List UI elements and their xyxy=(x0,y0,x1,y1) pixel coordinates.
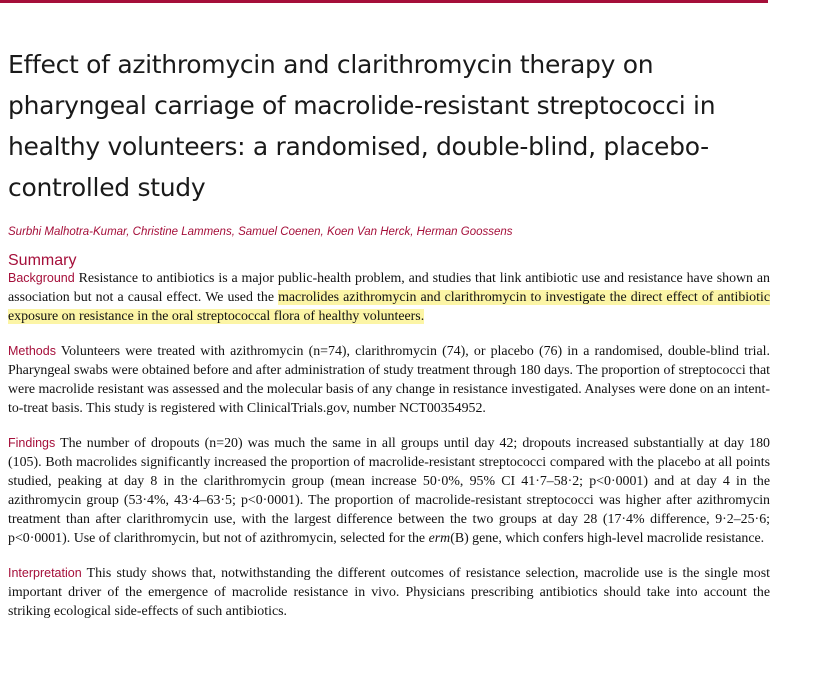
findings-section xyxy=(8,434,770,548)
interpretation-label: Interpretation xyxy=(8,566,82,580)
background-section xyxy=(8,269,770,326)
background-label: Background xyxy=(8,271,75,285)
journal-rule xyxy=(0,0,768,3)
summary-heading: Summary xyxy=(8,252,77,269)
highlighted-text: macrolides azithromycin and clarithromycin to investigate the direct effect of antibiotic exposure on resistance in the oral streptococcal flora of healthy volunteers. xyxy=(8,290,770,324)
findings-text-end: (B) gene, which confers high-level macrolide resistance. xyxy=(450,531,765,546)
author-list[interactable]: Surbhi Malhotra-Kumar, Christine Lammens, Samuel Coenen, Koen Van Herck, Herman Goossens xyxy=(8,226,513,238)
methods-label: Methods xyxy=(8,344,56,358)
article-title: Effect of azithromycin and clarithromycin therapy on pharyngeal carriage of macrolide-resistant streptococci in healthy volunteers: a randomised, double-blind, placebo-controlled study xyxy=(8,50,716,202)
methods-section xyxy=(8,342,770,418)
interpretation-section xyxy=(8,564,770,621)
methods-text: Volunteers were treated with azithromycin (n=74), clarithromycin (74), or placebo (76) in a randomised, double-blind trial. Pharyngeal swabs were obtained before and after administration of study treatment through 180 days. The proportion of streptococci that were macrolide resistant was assessed and the molecular basis of any change in resistance investigated. Analyses were done on an intent-to-treat basis. This study is registered with ClinicalTrials.gov, number NCT00354952. xyxy=(8,344,770,416)
findings-label: Findings xyxy=(8,436,56,450)
interpretation-text: This study shows that, notwithstanding the different outcomes of resistance selection, macrolide use is the single most important driver of the emergence of macrolide resistance in vivo. Physicians prescribing antibiotics should take into account the striking ecological side-effects of such antibiotics. xyxy=(8,566,770,619)
findings-text: The number of dropouts (n=20) was much the same in all groups until day 42; dropouts increased substantially at day 180 (105). Both macrolides significantly increased the proportion of macrolide-resistant streptococci compared with the placebo at all points studied, peaking at day 8 in the clarithromycin group (mean increase 50·0%, 95% CI 41·7–58·2; p<0·0001) and at day 4 in the azithromycin group (53·4%, 43·4–63·5; p<0·0001). The proportion of macrolide-resistant streptococci was higher after azithromycin treatment than after clarithromycin use, with the largest difference between the two groups at day 28 (17·4% difference, 9·2–25·6; p<0·0001). Use of clarithromycin, but not of azithromycin, selected for the xyxy=(8,436,770,546)
background-text: Resistance to antibiotics is a major public-health problem, and studies that link antibiotic use and resistance have shown an association but not a causal effect. We used the xyxy=(8,271,770,305)
gene-name: erm xyxy=(428,531,451,546)
article xyxy=(8,44,770,621)
